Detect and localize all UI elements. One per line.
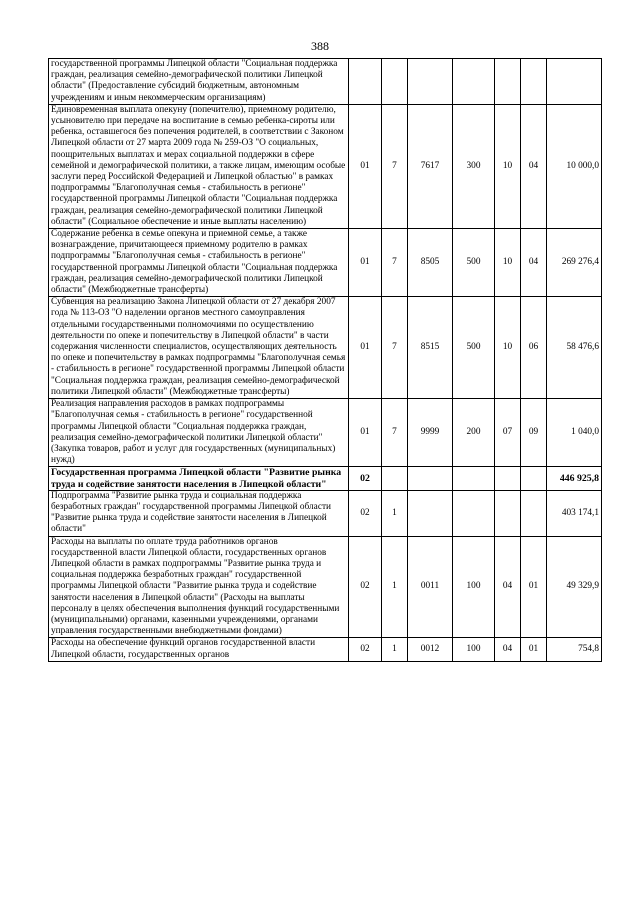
row-description: Содержание ребенка в семье опекуна и приемной семье, а также вознаграждение, причитающееся приемному родителю в рамках подпрограммы "Благополучная семья - стабильность в регионе" государственной программы Липецкой области "Социальная поддержка граждан, реализация семейно-демографической политики Липецкой области" (Межбюджетные трансферты) — [49, 229, 349, 297]
section: 07 — [495, 399, 521, 467]
amount: 403 174,1 — [547, 490, 602, 536]
section — [495, 467, 521, 490]
amount: 10 000,0 — [547, 104, 602, 228]
direction-code: 9999 — [408, 399, 453, 467]
page-number: 388 — [311, 39, 329, 53]
amount: 1 040,0 — [547, 399, 602, 467]
row-description: Расходы на выплаты по оплате труда работников органов государственной власти Липецкой области, государственных органов Липецкой области в рамках подпрограммы "Развитие рынка труда и социальная поддержка безработных граждан" государственной программы Липецкой области "Развитие рынка труда и содействие занятости населения в Липецкой области" (Расходы на выплаты персоналу в целях обеспечения выполнения функций государственными (муниципальными) органами, казенными учреждениями, органами управления государственными внебюджетными фондами) — [49, 536, 349, 638]
row-description: Расходы на обеспечение функций органов государственной власти Липецкой области, государственных органов — [49, 638, 349, 661]
section: 10 — [495, 297, 521, 399]
table-row — [49, 59, 602, 105]
section: 10 — [495, 104, 521, 228]
amount — [547, 59, 602, 105]
program-code: 02 — [349, 467, 382, 490]
expense-type — [453, 490, 495, 536]
expense-type: 200 — [453, 399, 495, 467]
section: 04 — [495, 638, 521, 661]
row-description: Подпрограмма "Развитие рынка труда и социальная поддержка безработных граждан" государственной программы Липецкой области "Развитие рынка труда и содействие занятости населения в Липецкой области" — [49, 490, 349, 536]
table-row — [49, 467, 602, 490]
expense-type: 300 — [453, 104, 495, 228]
subsection: 06 — [521, 297, 547, 399]
direction-code: 8515 — [408, 297, 453, 399]
table-row — [49, 104, 602, 228]
subprogram-code: 7 — [382, 399, 408, 467]
program-code: 02 — [349, 638, 382, 661]
subprogram-code: 7 — [382, 229, 408, 297]
subprogram-code: 7 — [382, 297, 408, 399]
amount: 269 276,4 — [547, 229, 602, 297]
subprogram-code: 1 — [382, 638, 408, 661]
section — [495, 59, 521, 105]
table-row — [49, 638, 602, 661]
subsection: 01 — [521, 638, 547, 661]
subsection — [521, 59, 547, 105]
subsection — [521, 490, 547, 536]
subsection — [521, 467, 547, 490]
direction-code: 0012 — [408, 638, 453, 661]
section: 10 — [495, 229, 521, 297]
direction-code: 8505 — [408, 229, 453, 297]
table-row — [49, 536, 602, 638]
table-row — [49, 399, 602, 467]
subprogram-code: 7 — [382, 104, 408, 228]
program-code — [349, 59, 382, 105]
row-description: государственной программы Липецкой области "Социальная поддержка граждан, реализация семейно-демографической политики Липецкой области" (Предоставление субсидий бюджетным, автономным учреждениям и иным некоммерческим организациям) — [49, 59, 349, 105]
table-row — [49, 297, 602, 399]
subprogram-code — [382, 467, 408, 490]
program-code: 02 — [349, 536, 382, 638]
section — [495, 490, 521, 536]
row-description: Единовременная выплата опекуну (попечителю), приемному родителю, усыновителю при передаче на воспитание в семью ребенка-сироты или ребенка, оставшегося без попечения родителей, в соответствии с Законом Липецкой области от 27 марта 2009 года № 259-ОЗ "О социальных, поощрительных выплатах и мерах социальной поддержки в сфере семейной и демографической политики, а также лицам, имеющим особые заслуги перед Российской Федерацией и Липецкой областью" в рамках подпрограммы "Благополучная семья - стабильность в регионе" государственной программы Липецкой области "Социальная поддержка граждан, реализация семейно-демографической политики Липецкой области" (Социальное обеспечение и иные выплаты населению) — [49, 104, 349, 228]
direction-code — [408, 490, 453, 536]
subprogram-code: 1 — [382, 536, 408, 638]
budget-table — [48, 58, 602, 662]
row-description: Реализация направления расходов в рамках подпрограммы "Благополучная семья - стабильность в регионе" государственной программы Липецкой области "Социальная поддержка граждан, реализация семейно-демографической политики Липецкой области" (Закупка товаров, работ и услуг для государственных (муниципальных) нужд) — [49, 399, 349, 467]
direction-code: 0011 — [408, 536, 453, 638]
program-code: 02 — [349, 490, 382, 536]
expense-type — [453, 467, 495, 490]
amount: 754,8 — [547, 638, 602, 661]
row-description: Субвенция на реализацию Закона Липецкой области от 27 декабря 2007 года № 113-ОЗ "О наделении органов местного самоуправления отдельными государственными полномочиями по осуществлению деятельности по опеке и попечительству в Липецкой области" в части содержания численности специалистов, осуществляющих деятельность по опеке и попечительству в рамках подпрограммы "Благополучная семья - стабильность в регионе" государственной программы Липецкой области "Социальная поддержка граждан, реализация семейно-демографической политики Липецкой области" (Межбюджетные трансферты) — [49, 297, 349, 399]
expense-type: 100 — [453, 638, 495, 661]
expense-type: 500 — [453, 297, 495, 399]
row-description: Государственная программа Липецкой области "Развитие рынка труда и содействие занятости населения в Липецкой области" — [49, 467, 349, 490]
program-code: 01 — [349, 399, 382, 467]
subsection: 09 — [521, 399, 547, 467]
expense-type: 100 — [453, 536, 495, 638]
expense-type — [453, 59, 495, 105]
program-code: 01 — [349, 297, 382, 399]
direction-code: 7617 — [408, 104, 453, 228]
direction-code — [408, 59, 453, 105]
subsection: 04 — [521, 229, 547, 297]
expense-type: 500 — [453, 229, 495, 297]
direction-code — [408, 467, 453, 490]
subsection: 01 — [521, 536, 547, 638]
table-row — [49, 229, 602, 297]
program-code: 01 — [349, 229, 382, 297]
subprogram-code — [382, 59, 408, 105]
section: 04 — [495, 536, 521, 638]
amount: 446 925,8 — [547, 467, 602, 490]
amount: 58 476,6 — [547, 297, 602, 399]
table-row — [49, 490, 602, 536]
program-code: 01 — [349, 104, 382, 228]
subsection: 04 — [521, 104, 547, 228]
amount: 49 329,9 — [547, 536, 602, 638]
subprogram-code: 1 — [382, 490, 408, 536]
